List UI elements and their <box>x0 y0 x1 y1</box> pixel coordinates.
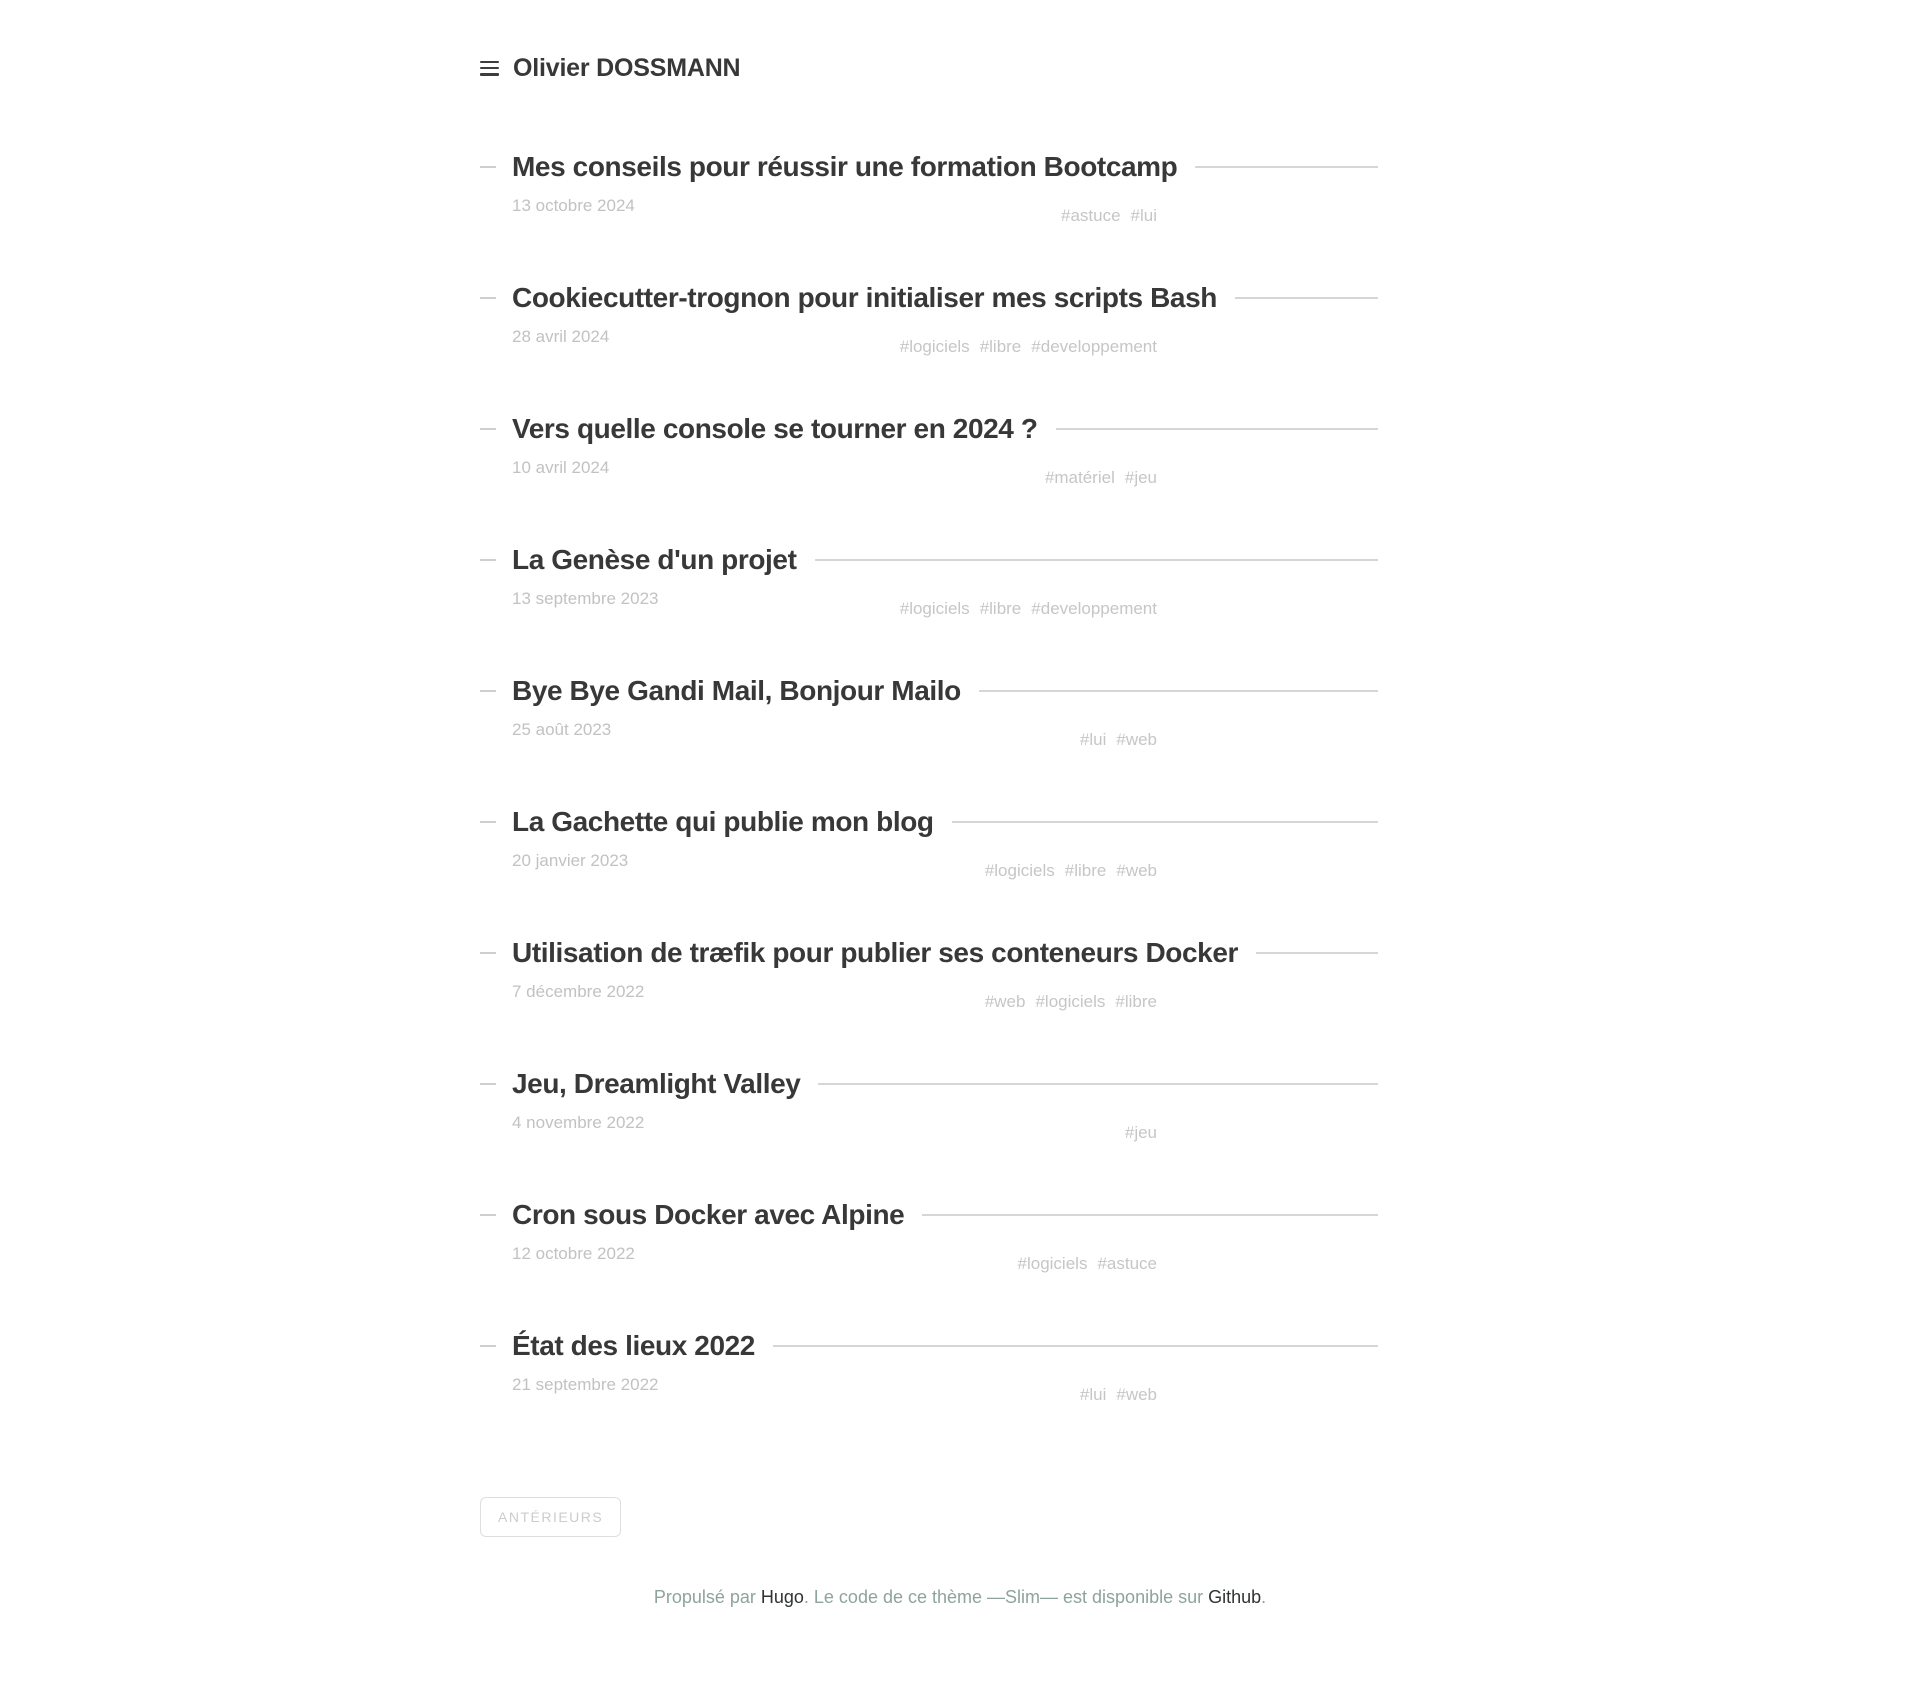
tag-link[interactable]: #logiciels <box>899 599 970 618</box>
older-posts-button[interactable]: ANTÉRIEURS <box>480 1497 621 1537</box>
title-right-rule <box>922 1214 1378 1216</box>
footer-text: . <box>1261 1587 1267 1607</box>
post-date: 13 octobre 2024 <box>512 196 635 215</box>
post-title-link[interactable]: Cron sous Docker avec Alpine <box>512 1199 905 1230</box>
title-right-rule <box>773 1345 1378 1347</box>
hamburger-menu-button[interactable] <box>480 61 499 76</box>
title-right-rule <box>818 1083 1378 1085</box>
title-right-rule <box>979 690 1378 692</box>
post-title-row <box>480 803 1378 841</box>
title-right-rule <box>1056 428 1378 430</box>
post-title-link[interactable]: La Genèse d'un projet <box>512 544 797 575</box>
site-header <box>480 51 1378 85</box>
post-tags <box>1080 729 1157 751</box>
post-meta <box>480 588 1378 620</box>
title-left-rule <box>480 428 496 430</box>
post-date: 7 décembre 2022 <box>512 982 645 1001</box>
title-right-rule <box>1235 297 1378 299</box>
tag-link[interactable]: #matériel <box>1044 468 1115 487</box>
post-meta <box>480 981 1378 1013</box>
title-right-rule <box>952 821 1378 823</box>
title-right-rule <box>1256 952 1378 954</box>
post-item <box>480 1327 1378 1458</box>
tag-link[interactable]: #logiciels <box>1017 1254 1088 1273</box>
post-title-row <box>480 1196 1378 1234</box>
post-title-link[interactable]: État des lieux 2022 <box>512 1330 755 1361</box>
post-date: 13 septembre 2023 <box>512 589 659 608</box>
site-title-link[interactable]: Olivier DOSSMANN <box>513 53 741 82</box>
post-meta <box>480 195 1378 227</box>
post-tags <box>1061 205 1157 227</box>
post-meta <box>480 719 1378 751</box>
post-title-link[interactable]: Utilisation de træfik pour publier ses conteneurs Docker <box>512 937 1238 968</box>
post-tags <box>1080 1384 1157 1406</box>
post-meta <box>480 850 1378 882</box>
tag-link[interactable]: #jeu <box>1124 1123 1157 1142</box>
title-left-rule <box>480 690 496 692</box>
post-date: 21 septembre 2022 <box>512 1375 659 1394</box>
post-title-row <box>480 934 1378 972</box>
hamburger-icon <box>480 61 499 64</box>
content-column <box>480 51 1378 1537</box>
post-tags <box>1125 1122 1157 1144</box>
footer-text: Propulsé par <box>653 1587 761 1607</box>
post-title-row <box>480 148 1378 186</box>
hamburger-icon <box>480 67 499 70</box>
title-left-rule <box>480 952 496 954</box>
github-link[interactable]: Github <box>1208 1587 1262 1607</box>
post-meta <box>480 326 1378 358</box>
tag-link[interactable]: #libre <box>1115 992 1157 1011</box>
post-title-row <box>480 1065 1378 1103</box>
hugo-link[interactable]: Hugo <box>760 1587 804 1607</box>
tag-link[interactable]: #astuce <box>1097 1254 1157 1273</box>
title-left-rule <box>480 297 496 299</box>
post-date: 28 avril 2024 <box>512 327 610 346</box>
tag-link[interactable]: #developpement <box>1031 599 1157 618</box>
tag-link[interactable]: #lui <box>1130 206 1157 225</box>
tag-link[interactable]: #jeu <box>1124 468 1157 487</box>
title-left-rule <box>480 1214 496 1216</box>
post-title-link[interactable]: Vers quelle console se tourner en 2024 ? <box>512 413 1038 444</box>
post-meta <box>480 1112 1378 1144</box>
post-title-link[interactable]: Cookiecutter-trognon pour initialiser mes scripts Bash <box>512 282 1217 313</box>
title-right-rule <box>815 559 1378 561</box>
post-meta <box>480 457 1378 489</box>
post-item <box>480 1065 1378 1196</box>
post-title-row <box>480 672 1378 710</box>
tag-link[interactable]: #developpement <box>1031 337 1157 356</box>
tag-link[interactable]: #web <box>984 992 1026 1011</box>
title-left-rule <box>480 1083 496 1085</box>
hamburger-icon <box>480 73 499 76</box>
tag-link[interactable]: #logiciels <box>899 337 970 356</box>
title-right-rule <box>1195 166 1378 168</box>
post-tags <box>1018 1253 1157 1275</box>
tag-link[interactable]: #logiciels <box>984 861 1055 880</box>
post-item <box>480 148 1378 279</box>
tag-link[interactable]: #libre <box>1064 861 1107 880</box>
post-meta <box>480 1243 1378 1275</box>
post-date: 25 août 2023 <box>512 720 612 739</box>
post-date: 4 novembre 2022 <box>512 1113 645 1132</box>
post-title-link[interactable]: Jeu, Dreamlight Valley <box>512 1068 801 1099</box>
post-item <box>480 410 1378 541</box>
post-title-row <box>480 1327 1378 1365</box>
post-item <box>480 934 1378 1065</box>
tag-link[interactable]: #libre <box>979 337 1022 356</box>
post-title-row <box>480 410 1378 448</box>
post-list <box>480 148 1378 1458</box>
pagination <box>480 1497 1378 1537</box>
tag-link[interactable]: #lui <box>1079 1385 1107 1404</box>
tag-link[interactable]: #lui <box>1079 730 1107 749</box>
post-title-row <box>480 279 1378 317</box>
title-left-rule <box>480 559 496 561</box>
tag-link[interactable]: #logiciels <box>1035 992 1106 1011</box>
footer-text: . Le code de ce thème —Slim— est disponible sur <box>803 1587 1209 1607</box>
post-item <box>480 279 1378 410</box>
post-meta <box>480 1374 1378 1406</box>
post-tags <box>900 336 1157 358</box>
title-left-rule <box>480 1345 496 1347</box>
post-tags <box>985 991 1157 1013</box>
title-left-rule <box>480 821 496 823</box>
tag-link[interactable]: #web <box>1116 730 1157 749</box>
post-tags <box>1045 467 1157 489</box>
tag-link[interactable]: #astuce <box>1060 206 1121 225</box>
post-title-row <box>480 541 1378 579</box>
tag-link[interactable]: #web <box>1116 861 1157 880</box>
post-date: 12 octobre 2022 <box>512 1244 635 1263</box>
post-date: 10 avril 2024 <box>512 458 610 477</box>
post-tags <box>900 598 1157 620</box>
tag-link[interactable]: #web <box>1116 1385 1157 1404</box>
post-tags <box>985 860 1157 882</box>
post-title-link[interactable]: La Gachette qui publie mon blog <box>512 806 934 837</box>
post-item <box>480 803 1378 934</box>
post-title-link[interactable]: Mes conseils pour réussir une formation Bootcamp <box>512 151 1178 182</box>
post-date: 20 janvier 2023 <box>512 851 629 870</box>
post-item <box>480 1196 1378 1327</box>
tag-link[interactable]: #libre <box>979 599 1022 618</box>
post-item <box>480 541 1378 672</box>
title-left-rule <box>480 166 496 168</box>
post-item <box>480 672 1378 803</box>
post-title-link[interactable]: Bye Bye Gandi Mail, Bonjour Mailo <box>512 675 961 706</box>
site-footer <box>0 1585 1920 1633</box>
